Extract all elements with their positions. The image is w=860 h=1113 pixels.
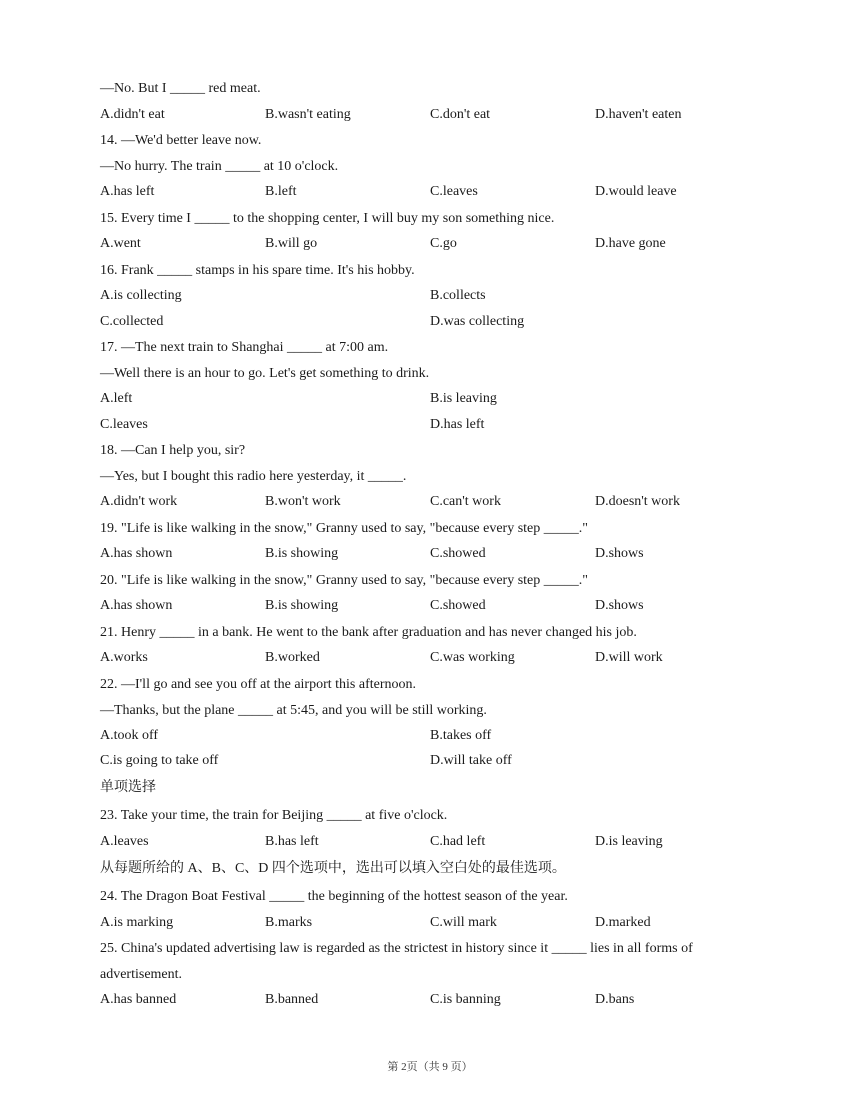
section-heading-instructions: 从每题所给的 A、B、C、D 四个选项中，选出可以填入空白处的最佳选项。 — [100, 861, 566, 876]
option-a: A.works — [100, 650, 148, 665]
option-d: D.will take off — [430, 753, 512, 768]
q16-stem: 16. Frank _____ stamps in his spare time. It's his hobby. — [100, 263, 415, 278]
q22-stem: 22. —I'll go and see you off at the airport this afternoon. — [100, 677, 417, 692]
option-b: B.wasn't eating — [265, 107, 351, 122]
option-d: D.was collecting — [430, 314, 525, 329]
option-a: A.has banned — [100, 992, 177, 1007]
option-d: D.will work — [595, 650, 663, 665]
q23-stem: 23. Take your time, the train for Beijing _____ at five o'clock. — [100, 808, 448, 823]
option-c: C.showed — [430, 546, 486, 561]
q15-stem: 15. Every time I _____ to the shopping center, I will buy my son something nice. — [100, 211, 555, 226]
q19-options — [100, 545, 760, 563]
option-d: D.shows — [595, 546, 644, 561]
option-b: B.marks — [265, 915, 313, 930]
q13-answer-line: —No. But I _____ red meat. — [100, 81, 261, 96]
option-b: B.is showing — [265, 598, 339, 613]
q14-stem: 14. —We'd better leave now. — [100, 133, 262, 148]
option-c: C.had left — [430, 834, 486, 849]
option-d: D.would leave — [595, 184, 677, 199]
option-b: B.left — [265, 184, 297, 199]
option-a: A.is collecting — [100, 288, 182, 303]
option-b: B.banned — [265, 992, 319, 1007]
option-c: C.don't eat — [430, 107, 491, 122]
q18-answer-line: —Yes, but I bought this radio here yesterday, it _____. — [100, 469, 407, 484]
option-b: B.won't work — [265, 494, 341, 509]
q20-stem: 20. "Life is like walking in the snow," Granny used to say, "because every step _____." — [100, 573, 588, 588]
q16-options-row2 — [100, 313, 760, 331]
option-d: D.haven't eaten — [595, 107, 682, 122]
q17-answer-line: —Well there is an hour to go. Let's get something to drink. — [100, 366, 430, 381]
option-b: B.has left — [265, 834, 319, 849]
option-b: B.worked — [265, 650, 320, 665]
option-c: C.leaves — [100, 417, 148, 432]
option-a: A.has left — [100, 184, 155, 199]
option-a: A.has shown — [100, 598, 173, 613]
q23-options — [100, 833, 760, 851]
q22-answer-line: —Thanks, but the plane _____ at 5:45, and you will be still working. — [100, 703, 487, 718]
q24-stem: 24. The Dragon Boat Festival _____ the beginning of the hottest season of the year. — [100, 889, 568, 904]
q17-options-row2 — [100, 416, 760, 434]
option-d: D.bans — [595, 992, 635, 1007]
q22-options-row2 — [100, 752, 760, 770]
q17-stem: 17. —The next train to Shanghai _____ at 7:00 am. — [100, 340, 389, 355]
option-c: C.leaves — [430, 184, 478, 199]
q15-options — [100, 235, 760, 253]
option-a: A.didn't eat — [100, 107, 165, 122]
option-b: B.takes off — [430, 728, 492, 743]
option-d: D.is leaving — [595, 834, 663, 849]
q18-options — [100, 493, 760, 511]
option-c: C.can't work — [430, 494, 501, 509]
option-c: C.is banning — [430, 992, 501, 1007]
option-b: B.is showing — [265, 546, 339, 561]
q21-options — [100, 649, 760, 667]
q13-options — [100, 106, 760, 124]
option-d: D.shows — [595, 598, 644, 613]
page-number-footer: 第 2页（共 9 页） — [387, 1061, 473, 1073]
q16-options-row1 — [100, 287, 760, 305]
option-c: C.go — [430, 236, 457, 251]
q24-options — [100, 914, 760, 932]
option-b: B.collects — [430, 288, 486, 303]
option-a: A.has shown — [100, 546, 173, 561]
option-b: B.will go — [265, 236, 318, 251]
option-d: D.doesn't work — [595, 494, 680, 509]
q21-stem: 21. Henry _____ in a bank. He went to the bank after graduation and has never changed his job. — [100, 625, 637, 640]
q20-options — [100, 597, 760, 615]
option-a: A.left — [100, 391, 133, 406]
option-a: A.leaves — [100, 834, 149, 849]
option-d: D.have gone — [595, 236, 666, 251]
option-a: A.is marking — [100, 915, 174, 930]
option-c: C.collected — [100, 314, 164, 329]
q14-options — [100, 183, 760, 201]
option-c: C.showed — [430, 598, 486, 613]
q22-options-row1 — [100, 727, 760, 745]
option-a: A.took off — [100, 728, 159, 743]
option-d: D.marked — [595, 915, 651, 930]
q14-answer-line: —No hurry. The train _____ at 10 o'clock. — [100, 159, 339, 174]
option-c: C.will mark — [430, 915, 497, 930]
q17-options-row1 — [100, 390, 760, 408]
option-c: C.was working — [430, 650, 515, 665]
q19-stem: 19. "Life is like walking in the snow," Granny used to say, "because every step _____." — [100, 521, 588, 536]
option-c: C.is going to take off — [100, 753, 219, 768]
option-d: D.has left — [430, 417, 485, 432]
q25-stem: 25. China's updated advertising law is regarded as the strictest in history since it _____ lies in all forms of advertisement. — [100, 941, 693, 982]
q25-options — [100, 991, 760, 1009]
option-b: B.is leaving — [430, 391, 497, 406]
option-a: A.went — [100, 236, 141, 251]
section-heading-single-choice: 单项选择 — [100, 780, 156, 795]
q18-stem: 18. —Can I help you, sir? — [100, 443, 246, 458]
option-a: A.didn't work — [100, 494, 178, 509]
